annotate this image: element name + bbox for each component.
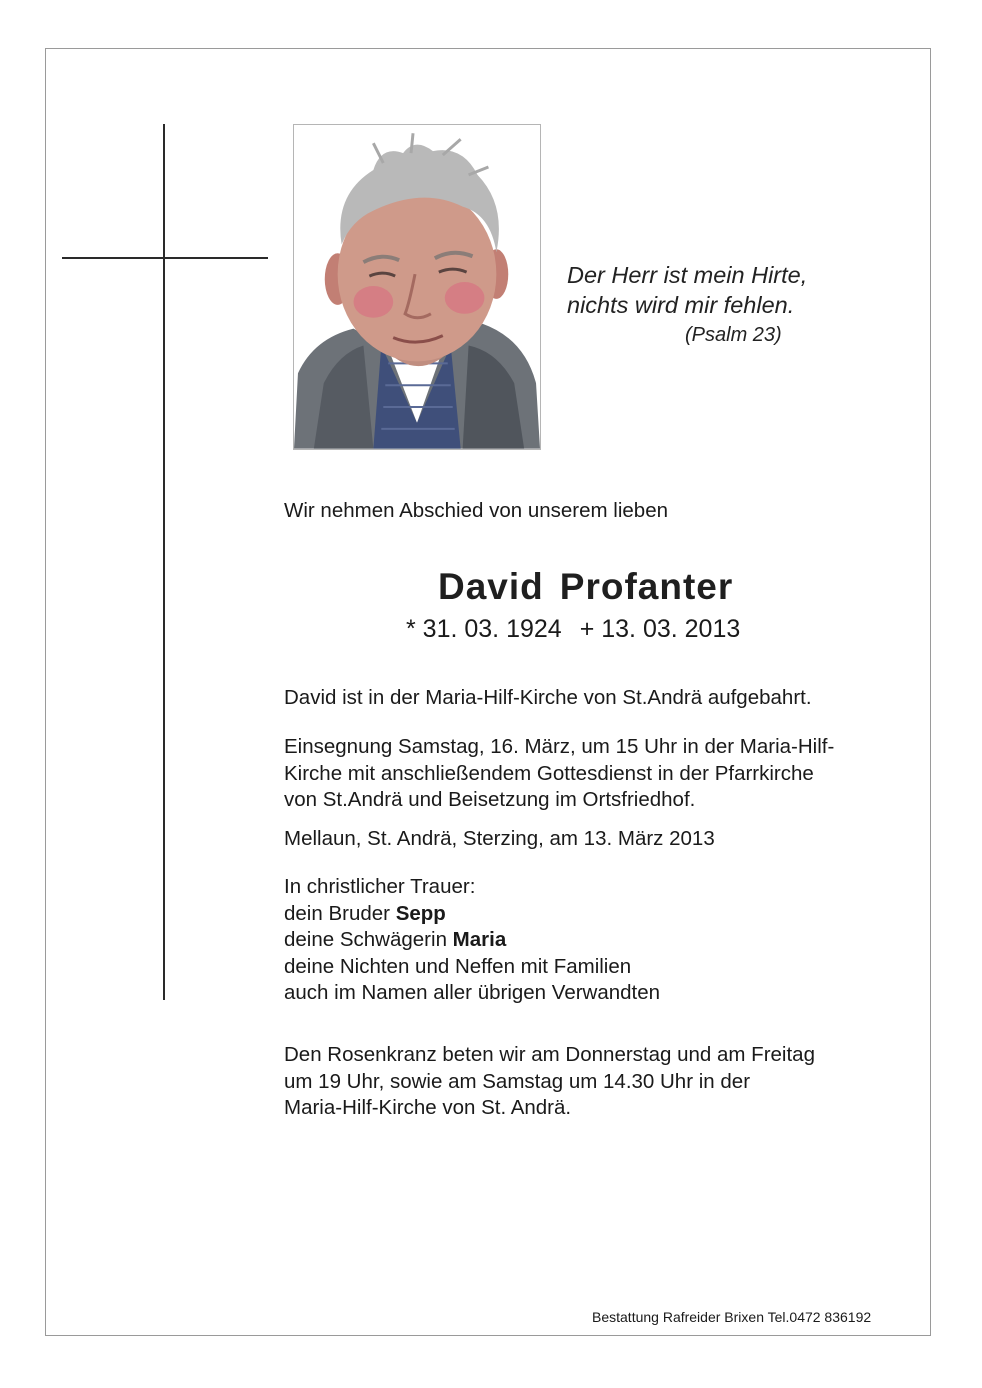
death-date: + 13. 03. 2013 <box>579 615 741 643</box>
mourner-brother-prefix: dein Bruder <box>284 901 396 925</box>
mourner-sister-in-law <box>284 927 660 954</box>
life-dates <box>406 615 740 644</box>
funeral-notice <box>284 734 834 814</box>
funeral-line-2: Kirche mit anschließendem Gottesdienst in der Pfarrkirche <box>284 761 814 785</box>
farewell-intro: Wir nehmen Abschied von unserem lieben <box>284 499 669 522</box>
birth-date: * 31. 03. 1924 <box>406 615 562 643</box>
quote-source: (Psalm 23) <box>685 324 782 346</box>
cross-vertical-bar <box>163 124 165 1000</box>
quote-line-2: nichts wird mir fehlen. <box>567 292 795 318</box>
mourners-heading: In christlicher Trauer: <box>284 875 476 898</box>
place-and-date: Mellaun, St. Andrä, Sterzing, am 13. März 2013 <box>284 827 715 850</box>
funeral-line-1: Einsegnung Samstag, 16. März, um 15 Uhr in der Maria-Hilf- <box>284 735 835 758</box>
laid-out-notice: David ist in der Maria-Hilf-Kirche von St.Andrä aufgebahrt. <box>284 686 812 709</box>
quote-line-1: Der Herr ist mein Hirte, <box>567 262 808 288</box>
first-name: David <box>438 566 544 607</box>
mourners-list <box>284 874 660 1007</box>
rosary-line-1: Den Rosenkranz beten wir am Donnerstag und am Freitag <box>284 1043 815 1066</box>
mourner-brother <box>284 901 660 928</box>
portrait-illustration <box>294 125 540 449</box>
last-name: Profanter <box>559 566 734 607</box>
mourner-relatives: auch im Namen aller übrigen Verwandten <box>284 981 661 1004</box>
deceased-name <box>438 566 733 608</box>
mourner-sister-in-law-name: Maria <box>452 928 507 951</box>
cross-horizontal-bar <box>62 257 268 259</box>
mourner-brother-name: Sepp <box>395 901 446 925</box>
mourner-nieces: deine Nichten und Neffen mit Familien <box>284 954 632 978</box>
rosary-line-3: Maria-Hilf-Kirche von St. Andrä. <box>284 1096 572 1119</box>
funeral-home-footer: Bestattung Rafreider Brixen Tel.0472 836192 <box>592 1309 872 1325</box>
rosary-notice <box>284 1042 815 1122</box>
psalm-quote <box>567 260 807 348</box>
portrait-photo <box>293 124 541 450</box>
funeral-line-3: von St.Andrä und Beisetzung im Ortsfriedhof. <box>284 788 696 811</box>
mourner-sister-in-law-prefix: deine Schwägerin <box>284 928 453 951</box>
rosary-line-2: um 19 Uhr, sowie am Samstag um 14.30 Uhr in der <box>284 1069 751 1093</box>
